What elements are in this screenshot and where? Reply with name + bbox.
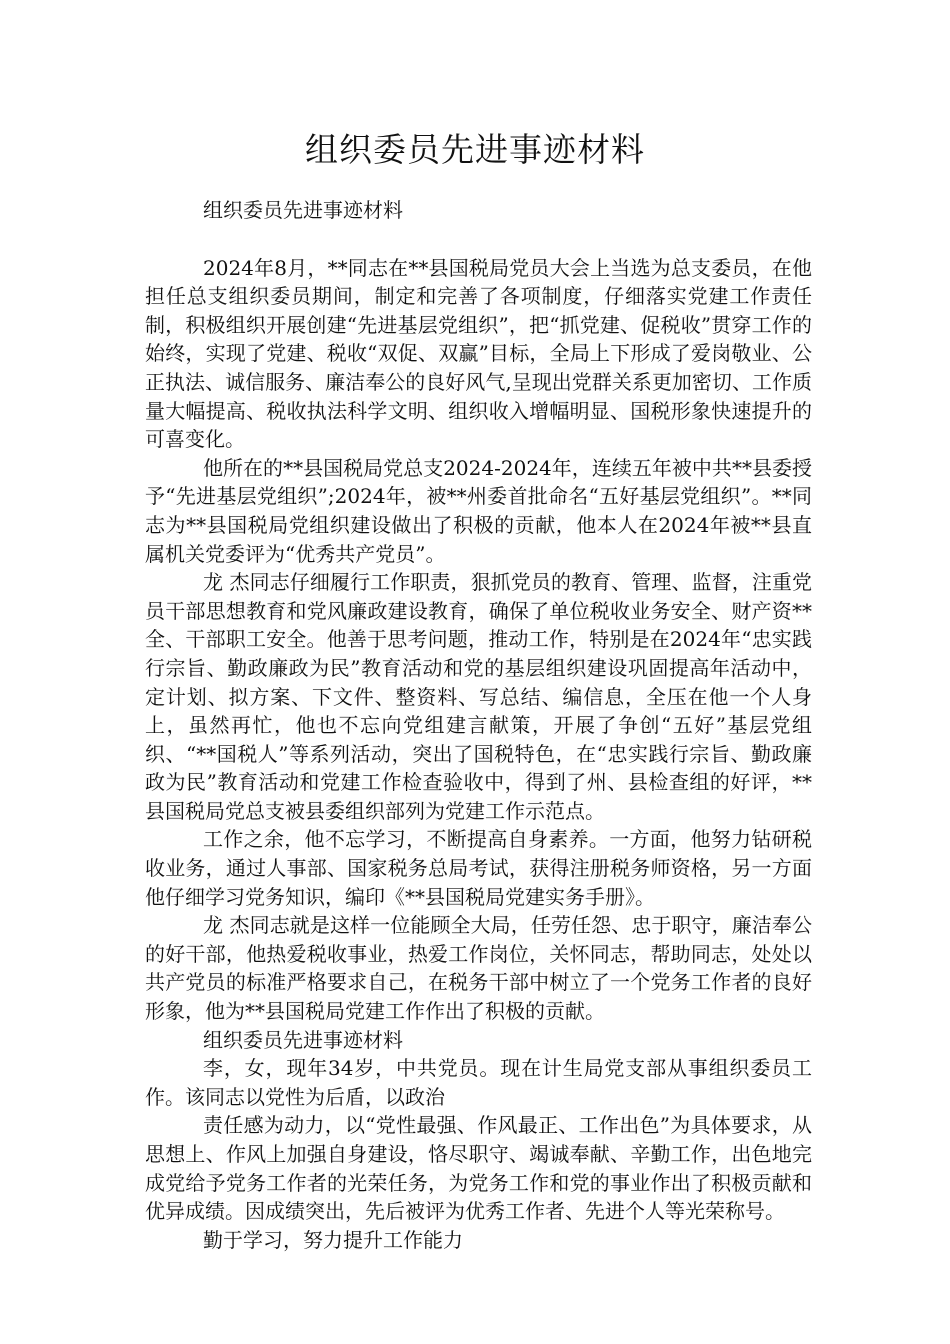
paragraph-subtitle: 组织委员先进事迹材料 — [203, 198, 403, 222]
paragraph: 龙 杰同志就是这样一位能顾全大局，任劳任怨、忠于职守，廉洁奉公的好干部，他热爱税收事业，热爱工作岗位，关怀同志，帮助同志，处处以共产党员的标准严格要求自己，在税务干部中树立了一个党务工作者的良好形象，他为**县国税局党建工作作出了积极的贡献。 — [145, 913, 812, 1024]
paragraph: 李，女，现年34岁，中共党员。现在计生局党支部从事组织委员工作。该同志以党性为后盾，以政治 — [145, 1056, 812, 1109]
paragraph: 勤于学习，努力提升工作能力 — [203, 1227, 463, 1252]
section-heading: 组织委员先进事迹材料 — [203, 1027, 403, 1052]
document-body — [145, 196, 812, 1254]
paragraph: 责任感为动力，以“党性最强、作风最正、工作出色”为具体要求，从思想上、作风上加强自身建设，恪尽职守、竭诚奉献、辛勤工作，出色地完成党给予党务工作者的光荣任务，为党务工作和党的事业作出了积极贡献和优异成绩。因成绩突出，先后被评为优秀工作者、先进个人等光荣称号。 — [145, 1113, 812, 1224]
paragraph: 工作之余，他不忘学习，不断提高自身素养。一方面，他努力钻研税收业务，通过人事部、国家税务总局考试，获得注册税务师资格，另一方面他仔细学习党务知识，编印《**县国税局党建实务手册》。 — [145, 827, 812, 909]
paragraph: 龙 杰同志仔细履行工作职责，狠抓党员的教育、管理、监督，注重党员干部思想教育和党风廉政建设教育，确保了单位税收业务安全、财产资**全、干部职工安全。他善于思考问题，推动工作，特别是在2024年“忠实践行宗旨、勤政廉政为民”教育活动和党的基层组织建设巩固提高年活动中，定计划、拟方案、下文件、整资料、写总结、编信息，全压在他一个人身上，虽然再忙，他也不忘向党组建言献策，开展了争创“五好”基层党组织、“**国税人”等系列活动，突出了国税特色，在“忠实践行宗旨、勤政廉政为民”教育活动和党建工作检查验收中，得到了州、县检查组的好评，**县国税局党总支被县委组织部列为党建工作示范点。 — [145, 570, 812, 823]
document-title: 组织委员先进事迹材料 — [305, 130, 645, 169]
paragraph: 他所在的**县国税局党总支2024-2024年，连续五年被中共**县委授予“先进基层党组织”;2024年，被**州委首批命名“五好基层党组织”。**同志为**县国税局党组织建设做出了积极的贡献，他本人在2024年被**县直属机关党委评为“优秀共产党员”。 — [145, 455, 812, 566]
paragraph: 2024年8月，**同志在**县国税局党员大会上当选为总支委员，在他担任总支组织委员期间，制定和完善了各项制度，仔细落实党建工作责任制，积极组织开展创建“先进基层党组织”，把“抓党建、促税收”贯穿工作的始终，实现了党建、税收“双促、双赢”目标，全局上下形成了爱岗敬业、公正执法、诚信服务、廉洁奉公的良好风气,呈现出党群关系更加密切、工作质量大幅提高、税收执法科学文明、组织收入增幅明显、国税形象快速提升的可喜变化。 — [145, 255, 812, 452]
